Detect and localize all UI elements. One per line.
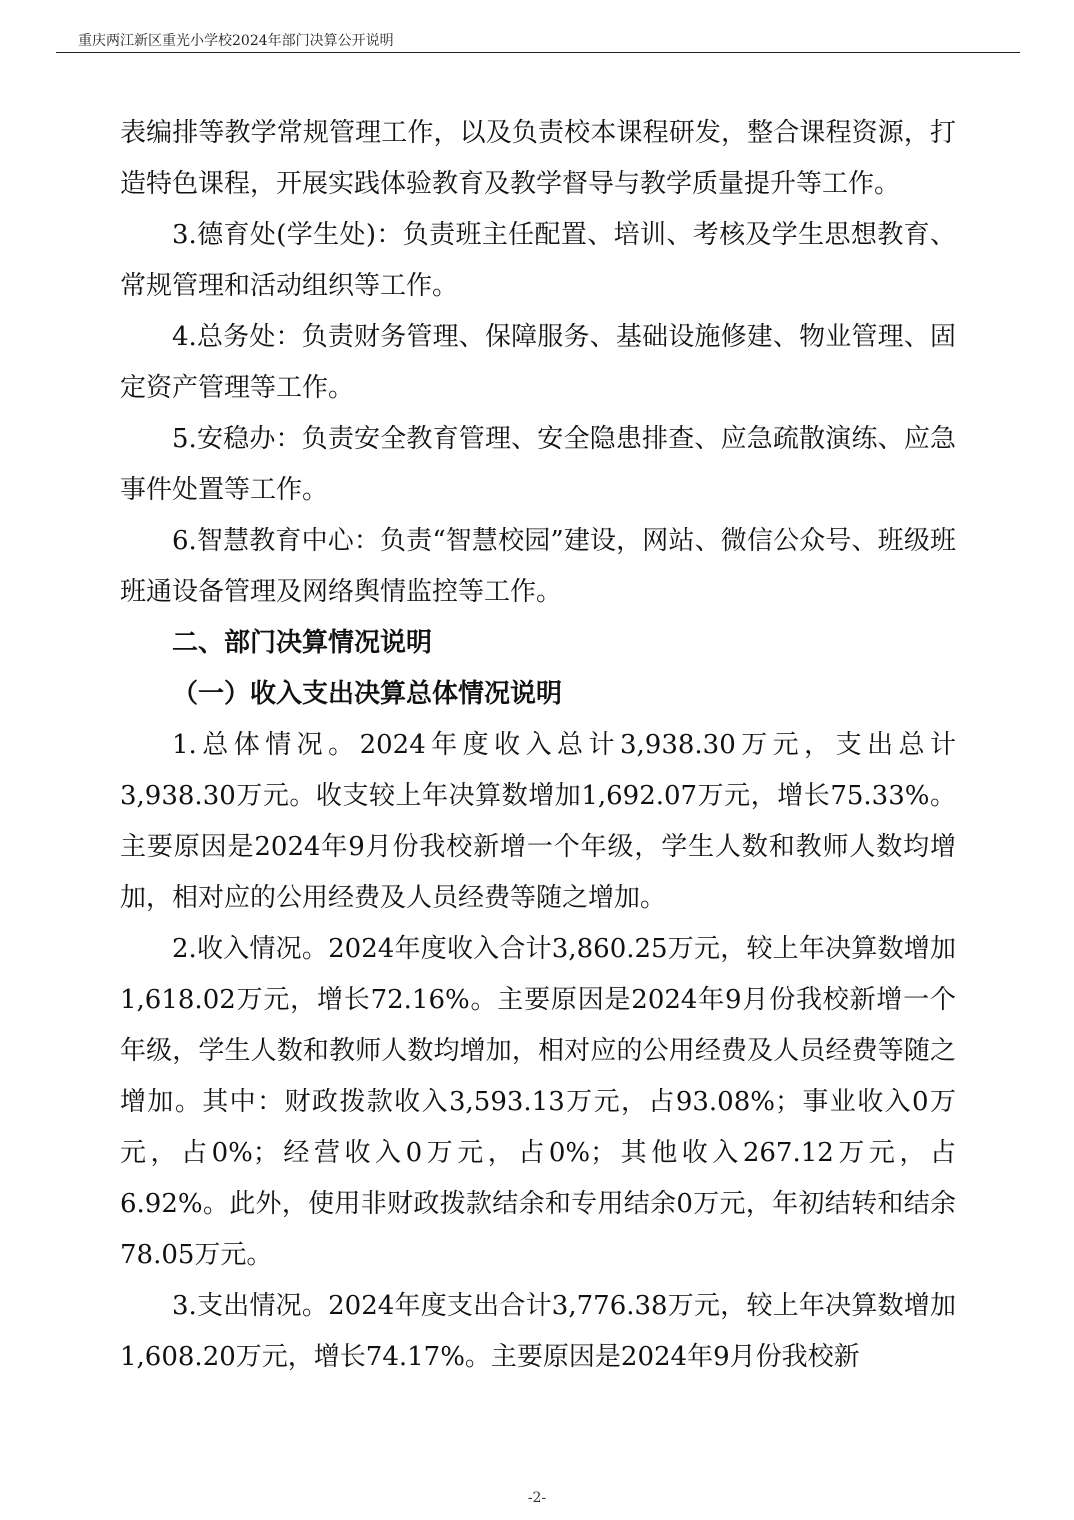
paragraph-moral-education-office: 3.德育处(学生处)：负责班主任配置、培训、考核及学生思想教育、常规管理和活动组织等工作。 [120,220,956,301]
subsection-heading: （一）收入支出决算总体情况说明 [172,679,563,709]
header-divider [56,52,1020,53]
document-header-title: 重庆两江新区重光小学校2024年部门决算公开说明 [78,33,394,49]
paragraph-smart-education-center: 6.智慧教育中心：负责“智慧校园”建设，网站、微信公众号、班级班班通设备管理及网络舆情监控等工作。 [120,526,956,607]
page-number: -2- [527,1490,547,1506]
paragraph-income-situation: 2.收入情况。2024年度收入合计3,860.25万元，较上年决算数增加1,618.02万元，增长72.16%。主要原因是2024年9月份我校新增一个年级，学生人数和教师人数均增加，相对应的公用经费及人员经费等随之增加。其中：财政拨款收入3,593.13万元，占93.08%；事业收入0万元，占0%；经营收入0万元，占0%；其他收入267.12万元，占6.92%。此外，使用非财政拨款结余和专用结余0万元，年初结转和结余78.05万元。 [120,934,956,1270]
paragraph-continued: 表编排等教学常规管理工作，以及负责校本课程研发，整合课程资源，打造特色课程，开展实践体验教育及教学督导与教学质量提升等工作。 [120,118,956,199]
document-body [120,108,956,1383]
paragraph-safety-office: 5.安稳办：负责安全教育管理、安全隐患排查、应急疏散演练、应急事件处置等工作。 [120,424,956,505]
paragraph-overall-situation: 1.总体情况。2024年度收入总计3,938.30万元，支出总计3,938.30万元。收支较上年决算数增加1,692.07万元，增长75.33%。主要原因是2024年9月份我校新增一个年级，学生人数和教师人数均增加，相对应的公用经费及人员经费等随之增加。 [120,730,956,913]
section-heading: 二、部门决算情况说明 [172,628,433,658]
paragraph-general-affairs-office: 4.总务处：负责财务管理、保障服务、基础设施修建、物业管理、固定资产管理等工作。 [120,322,956,403]
paragraph-expenditure-situation: 3.支出情况。2024年度支出合计3,776.38万元，较上年决算数增加1,608.20万元，增长74.17%。主要原因是2024年9月份我校新 [120,1291,956,1372]
